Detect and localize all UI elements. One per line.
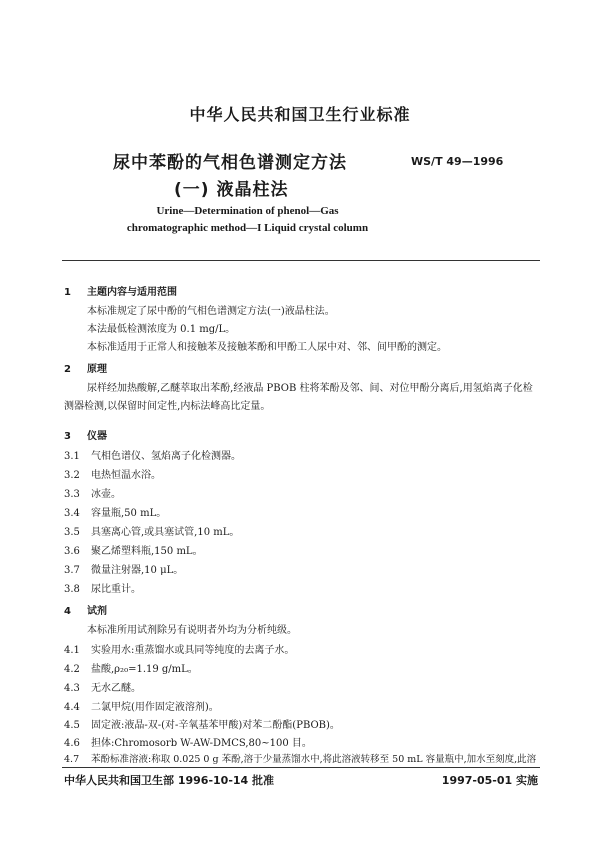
item-text: 具塞离心管,或具塞试管,10 mL。	[91, 527, 240, 538]
item-number: 3.3	[64, 489, 80, 500]
item-number: 3.2	[64, 470, 80, 481]
list-item	[64, 641, 294, 656]
list-item	[64, 698, 219, 713]
item-number: 4.3	[64, 683, 80, 694]
english-title-line-2: chromatographic method—I Liquid crystal column	[126, 222, 369, 234]
section-2-heading	[64, 360, 107, 375]
english-title-line-1: Urine—Determination of phenol—Gas	[156, 205, 339, 217]
list-item	[64, 447, 241, 462]
list-item	[64, 523, 239, 538]
section-4-intro: 本标准所用试剂除另有说明者外均为分析纯级。	[87, 625, 297, 636]
section-4-heading	[64, 602, 107, 617]
standard-code: WS/T 49—1996	[411, 155, 504, 168]
standard-org-header: 中华人民共和国卫生行业标准	[189, 105, 411, 124]
item-text: 尿比重计。	[91, 584, 141, 595]
item-number: 4.7	[64, 754, 80, 765]
section-title: 原理	[87, 364, 107, 375]
section-number: 2	[64, 364, 71, 375]
footer-divider	[62, 767, 540, 768]
section-title: 试剂	[87, 606, 107, 617]
title-line-2: (一) 液晶柱法	[174, 180, 289, 200]
section-title: 主题内容与适用范围	[87, 287, 177, 298]
item-text: 冰壶。	[91, 489, 121, 500]
list-item	[64, 660, 198, 675]
list-item	[64, 466, 161, 481]
item-text: 容量瓶,50 mL。	[91, 508, 167, 519]
header-divider	[62, 260, 540, 261]
list-item	[64, 716, 340, 731]
implementation-date: 1997-05-01 实施	[441, 774, 538, 787]
section-3-heading	[64, 427, 107, 442]
item-text: 固定液:液晶-双-(对-辛氧基苯甲酸)对苯二酚酯(PBOB)。	[91, 720, 340, 731]
section-number: 4	[64, 606, 71, 617]
item-text: 苯酚标准溶液:称取 0.025 0 g 苯酚,溶于少量蒸馏水中,将此溶液转移至 50 mL 容量瓶中,加水至刻度,此溶	[91, 754, 537, 765]
item-number: 4.5	[64, 720, 80, 731]
item-text: 盐酸,ρ₂₀=1.19 g/mL。	[91, 664, 198, 675]
item-text: 担体:Chromosorb W-AW-DMCS,80~100 目。	[91, 738, 312, 749]
item-text: 微量注射器,10 μL。	[91, 565, 184, 576]
item-number: 4.2	[64, 664, 80, 675]
item-number: 3.5	[64, 527, 80, 538]
section-1-heading	[64, 283, 177, 298]
item-4-7	[64, 752, 540, 767]
item-number: 3.4	[64, 508, 80, 519]
item-text: 聚乙烯塑料瓶,150 mL。	[91, 546, 203, 557]
list-item	[64, 504, 166, 519]
title-line-1: 尿中苯酚的气相色谱测定方法	[113, 153, 347, 173]
item-text: 气相色谱仪、氢焰离子化检测器。	[91, 451, 241, 462]
item-number: 4.4	[64, 702, 80, 713]
section-1-line-2: 本法最低检测浓度为 0.1 mg/L。	[87, 324, 236, 335]
list-item	[64, 580, 141, 595]
list-item	[64, 542, 203, 557]
item-text: 电热恒温水浴。	[91, 470, 161, 481]
section-number: 1	[64, 287, 71, 298]
list-item	[64, 734, 312, 749]
section-number: 3	[64, 431, 71, 442]
list-item	[64, 485, 121, 500]
item-number: 3.7	[64, 565, 80, 576]
item-text: 二氯甲烷(用作固定液溶剂)。	[91, 702, 219, 713]
item-number: 3.8	[64, 584, 80, 595]
section-2-paragraph: 尿样经加热酸解,乙醚萃取出苯酚,经液晶 PBOB 柱将苯酚及邻、间、对位甲酚分离后,用氢焰离子化检测器检测,以保留时间定性,内标法峰高比定量。	[64, 383, 533, 412]
section-1-line-3: 本标准适用于正常人和接触苯及接触苯酚和甲酚工人尿中对、邻、间甲酚的测定。	[87, 342, 447, 353]
item-number: 4.6	[64, 738, 80, 749]
section-title: 仪器	[87, 431, 107, 442]
item-text: 实验用水:重蒸馏水或具同等纯度的去离子水。	[91, 645, 295, 656]
item-text: 无水乙醚。	[91, 683, 141, 694]
list-item	[64, 561, 183, 576]
item-number: 4.1	[64, 645, 80, 656]
item-number: 3.1	[64, 451, 80, 462]
list-item	[64, 679, 141, 694]
approval-note: 中华人民共和国卫生部 1996-10-14 批准	[64, 774, 275, 787]
section-1-line-1: 本标准规定了尿中酚的气相色谱测定方法(一)液晶柱法。	[87, 306, 335, 317]
item-number: 3.6	[64, 546, 80, 557]
